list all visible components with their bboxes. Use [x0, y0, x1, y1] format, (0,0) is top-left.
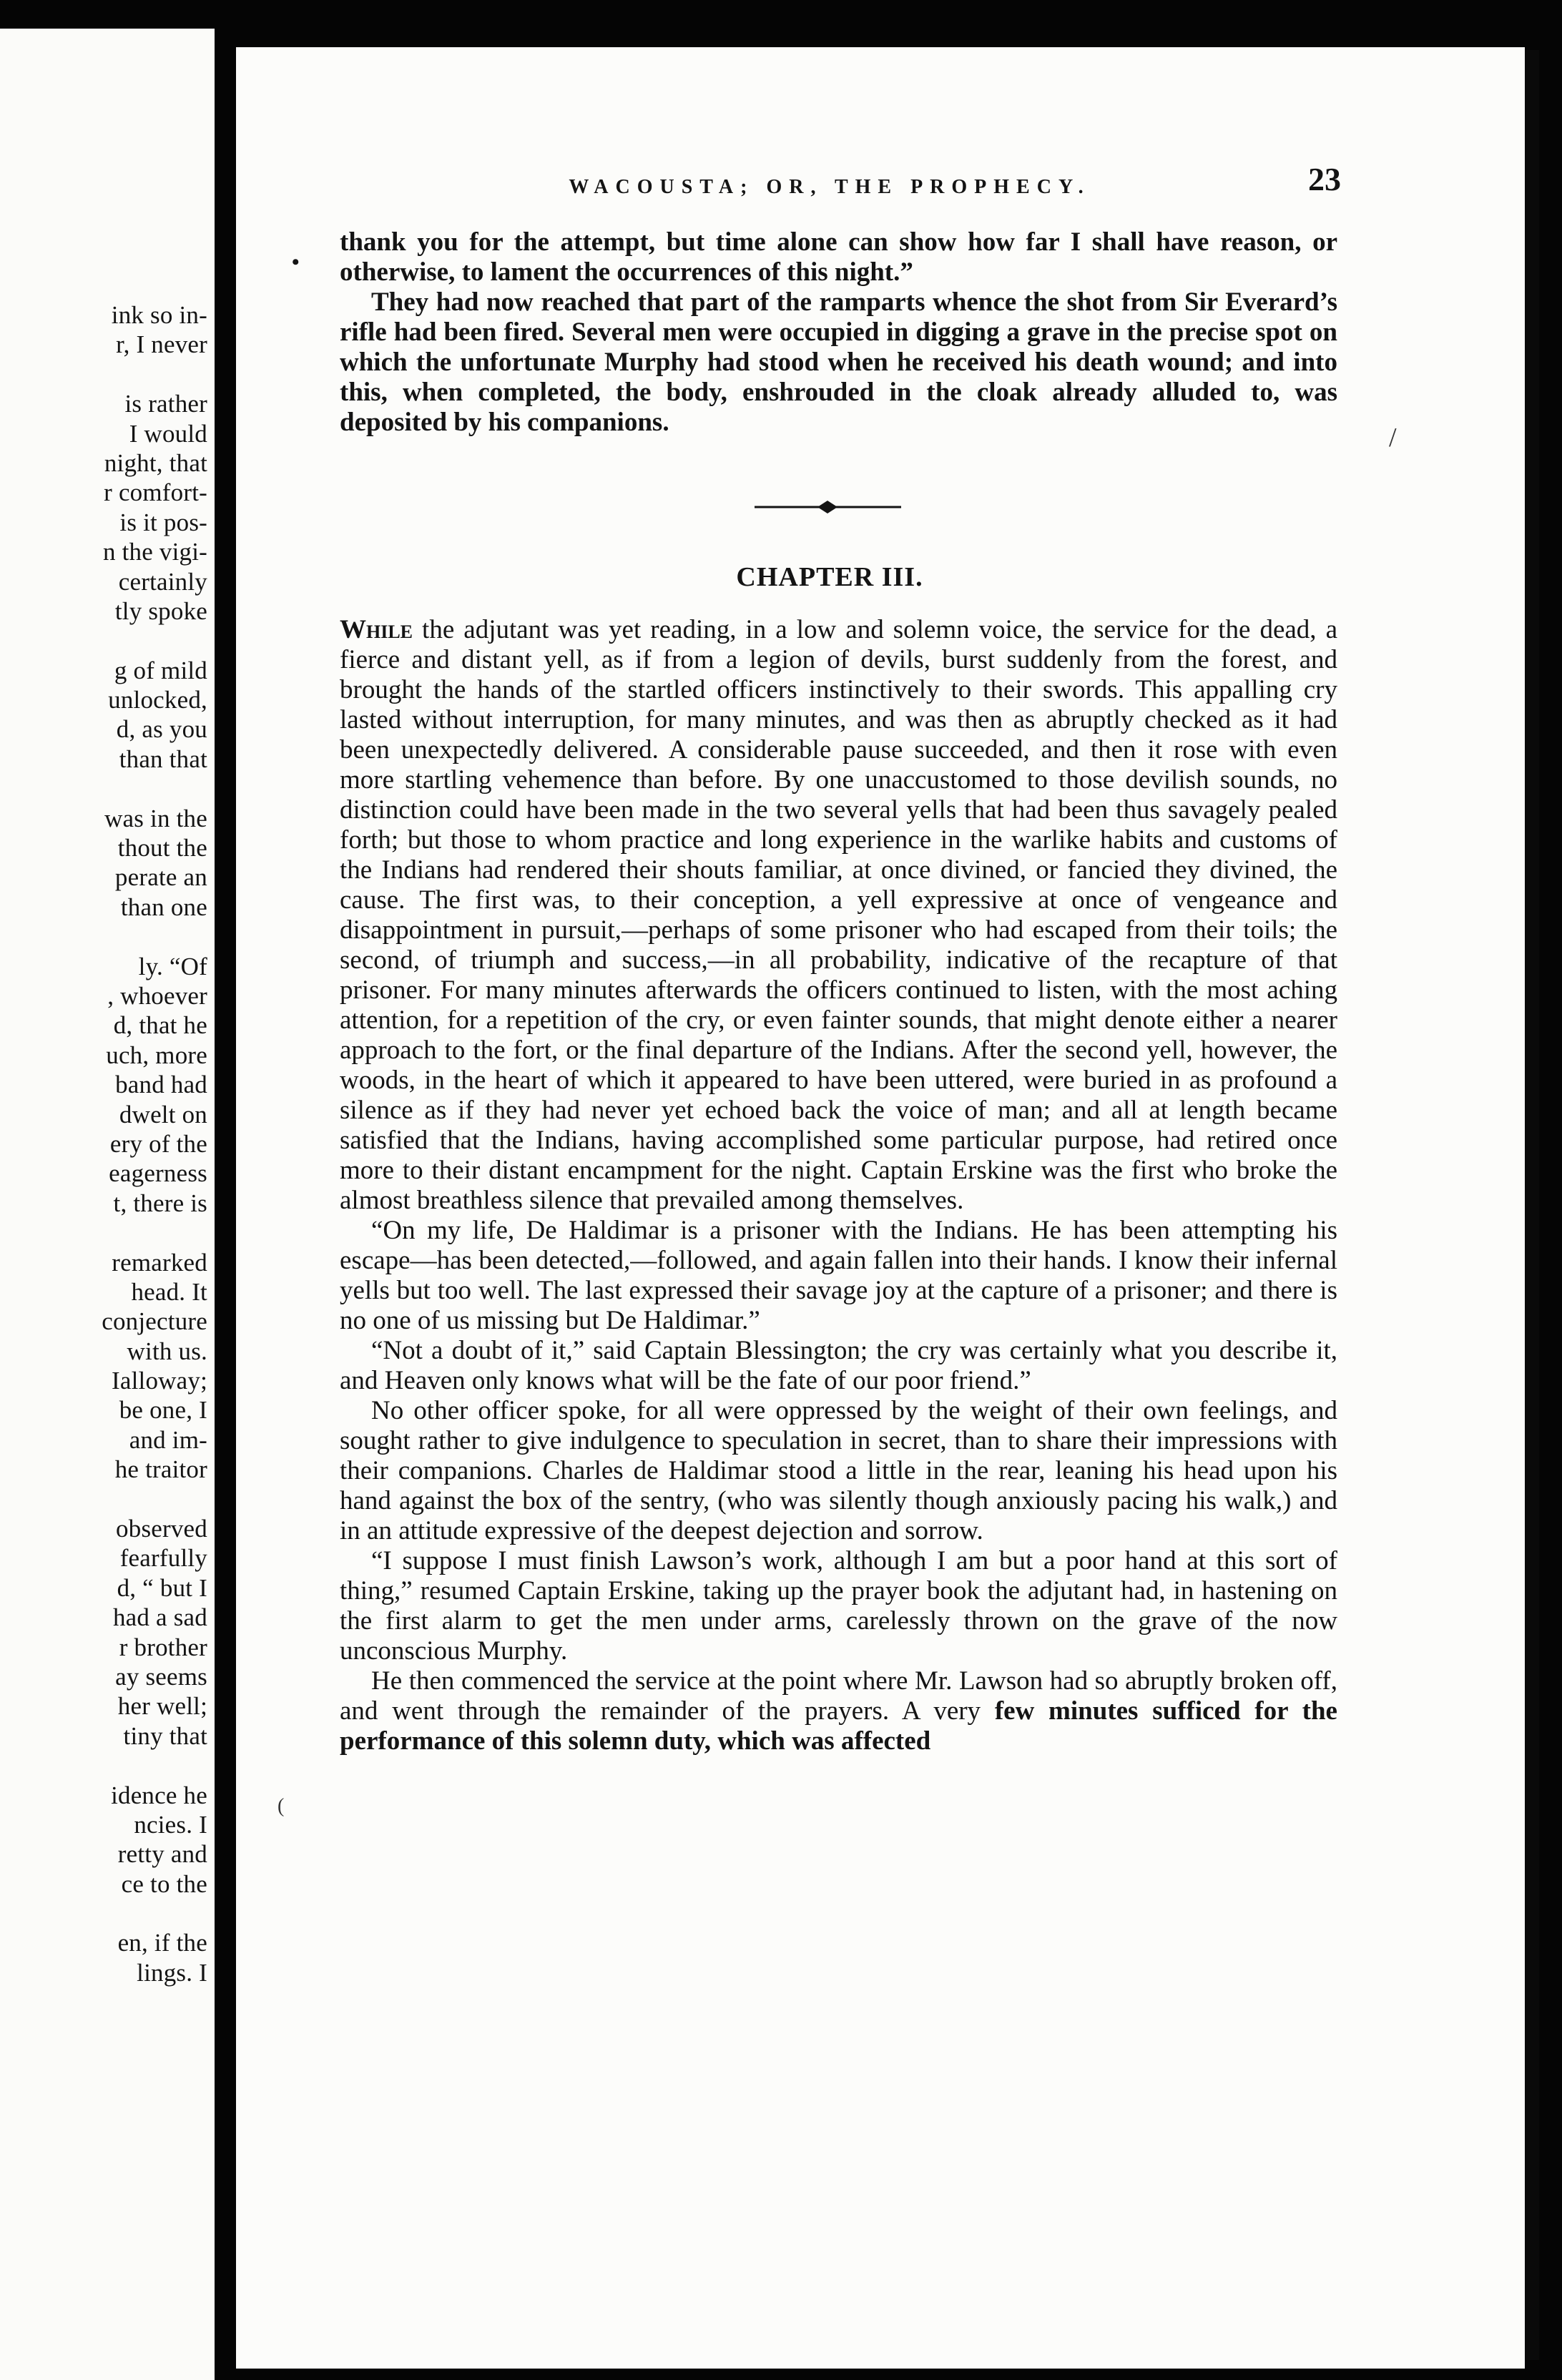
- opening-paragraph-1: thank you for the attempt, but time alone can show how far I shall have reason, or otherwise, to lament the occurrences of this night.”: [340, 227, 1337, 287]
- previous-page-line: than one: [120, 892, 207, 921]
- previous-page-line: g of mild: [114, 656, 207, 684]
- previous-page-line: ce to the: [121, 1869, 207, 1898]
- previous-page-line: he traitor: [114, 1455, 207, 1484]
- margin-mark: •: [292, 250, 300, 274]
- previous-page-line: was in the: [104, 804, 207, 832]
- previous-page-line: t, there is: [113, 1189, 207, 1217]
- previous-page-line: dwelt on: [119, 1100, 207, 1128]
- section-divider-ornament: [755, 498, 901, 516]
- previous-page-line: is rather: [124, 390, 207, 418]
- margin-stray-mark: (: [277, 1795, 285, 1817]
- previous-page-line: band had: [115, 1071, 207, 1099]
- drop-word: While: [340, 615, 413, 644]
- page-edge-shadow: [1525, 50, 1539, 2360]
- previous-page-line: and im-: [129, 1425, 207, 1454]
- previous-page-line: than that: [119, 744, 207, 773]
- previous-page-line: en, if the: [117, 1929, 207, 1957]
- previous-page-line: Ialloway;: [112, 1367, 207, 1395]
- previous-page-line: conjecture: [102, 1307, 207, 1336]
- chapter-paragraph-5: “I suppose I must finish Lawson’s work, although I am but a poor hand at this sort of thing,” resumed Captain Erskine, taking up the prayer book the adjutant had, in hastening on the first alarm to get the men under arms, carelessly thrown on the grave of the now unconscious Murphy.: [340, 1546, 1337, 1666]
- previous-page-line: eagerness: [109, 1159, 207, 1188]
- previous-page-line: tly spoke: [114, 596, 207, 625]
- previous-page-line: [0, 1218, 207, 1247]
- previous-page-line: ly. “Of: [138, 952, 207, 980]
- chapter-paragraph-1: [340, 615, 1337, 1216]
- previous-page-line: is it pos-: [119, 508, 207, 536]
- previous-page-line: d, “ but I: [117, 1573, 207, 1602]
- previous-page-line: head. It: [131, 1277, 207, 1306]
- previous-page-line: [0, 626, 207, 655]
- previous-page-line: [0, 922, 207, 951]
- previous-page-line: observed: [116, 1515, 207, 1543]
- margin-stray-mark: /: [1389, 423, 1397, 453]
- chapter-paragraph-2: “On my life, De Haldimar is a prisoner with the Indians. He has been attempting his escape—has been detected,—followed, and again fallen into their hands. I know their infernal yells but too well. The last expressed their savage joy at the capture of a prisoner; and there is no one of us missing but De Haldimar.”: [340, 1216, 1337, 1335]
- previous-page-line: ink so in-: [111, 301, 207, 329]
- previous-page-line: with us.: [127, 1337, 207, 1365]
- previous-page-line: lings. I: [137, 1958, 207, 1987]
- previous-page-line: perate an: [114, 863, 207, 892]
- previous-page-fragment: [0, 29, 215, 2380]
- previous-page-line: be one, I: [119, 1396, 207, 1425]
- previous-page-line: had a sad: [112, 1603, 207, 1632]
- chapter-paragraph-6-text: He then commenced the service at the point where Mr. Lawson had so abruptly broken off, and went through the remainder of the prayers. A very: [340, 1666, 1337, 1726]
- chapter-body: [340, 615, 1337, 1756]
- opening-text: [340, 227, 1337, 438]
- previous-page-line: [0, 1485, 207, 1514]
- previous-page-line: r, I never: [116, 330, 207, 359]
- previous-page-line: thout the: [117, 834, 207, 862]
- previous-page-text: [0, 300, 207, 1987]
- previous-page-line: her well;: [117, 1692, 207, 1721]
- previous-page-line: [0, 1899, 207, 1928]
- previous-page-line: idence he: [111, 1781, 207, 1809]
- chapter-paragraph-3: “Not a doubt of it,” said Captain Blessington; the cry was certainly what you describe it, and Heaven only knows what will be the fate of our poor friend.”: [340, 1336, 1337, 1395]
- previous-page-line: fearfully: [119, 1544, 207, 1573]
- chapter-title: CHAPTER III.: [736, 562, 923, 592]
- previous-page-line: I would: [129, 419, 207, 448]
- chapter-paragraph-6: [340, 1666, 1337, 1756]
- previous-page-line: retty and: [117, 1840, 207, 1869]
- previous-page-line: remarked: [112, 1248, 207, 1277]
- previous-page-line: unlocked,: [108, 686, 207, 714]
- chapter-paragraph-6-last-line: few minutes sufficed for the performance of this solemn duty, which was affected: [340, 1696, 1337, 1756]
- previous-page-line: d, as you: [116, 715, 207, 744]
- previous-page-line: [0, 774, 207, 803]
- previous-page-line: , whoever: [107, 981, 207, 1010]
- previous-page-line: n the vigi-: [102, 538, 207, 566]
- previous-page-line: [0, 1751, 207, 1780]
- previous-page-line: night, that: [104, 448, 207, 477]
- page-number: 23: [1308, 161, 1341, 197]
- previous-page-line: uch, more: [106, 1041, 207, 1069]
- previous-page-line: ncies. I: [134, 1810, 207, 1839]
- previous-page-line: ay seems: [115, 1662, 207, 1691]
- running-head: WACOUSTA; OR, THE PROPHECY.: [569, 176, 1091, 198]
- previous-page-line: r brother: [119, 1633, 207, 1661]
- chapter-paragraph-1-text: the adjutant was yet reading, in a low and solemn voice, the service for the dead, a fierce and distant yell, as if from a legion of devils, burst suddenly from the forest, and brought the hands of the startled officers instinctively to their swords. This appalling cry lasted without interruption, for many minutes, and was then as abruptly checked as it had been unexpectedly delivered. A considerable pause succeeded, and then it rose with even more startling vehemence than before. By one unaccustomed to those devilish sounds, no distinction could have been made in the two several yells that had been thus savagely pealed forth; but those to whom practice and long experience in the warlike habits and customs of the Indians had rendered their shouts familiar, at once divined, or fancied they divined, the cause. The first was, to their conception, a yell expressive at once of vengeance and disappointment in pursuit,—perhaps of some prisoner who had escaped from their toils; the second, of triumph and success,—in all probability, indicative of the recapture of that prisoner. For many minutes afterwards the officers continued to listen, with the most aching attention, for a repetition of the cry, or even fainter sounds, that might denote either a nearer approach to the fort, or the final departure of the Indians. After the second yell, however, the woods, in the heart of which it appeared to have been uttered, were buried in as profound a silence as if they had never yet echoed back the voice of man; and all at length became satisfied that the Indians, having accomplished some particular purpose, had retired once more to their distant encampment for the night. Captain Erskine was the first who broke the almost breathless silence that prevailed among themselves.: [340, 615, 1337, 1215]
- chapter-paragraph-4: No other officer spoke, for all were oppressed by the weight of their own feelings, and sought rather to give indulgence to speculation in secret, than to share their impressions with their companions. Charles de Haldimar stood a little in the rear, leaning his head upon his hand against the box of the sentry, (who was silently though anxiously pacing his walk,) and in an attitude expressive of the deepest dejection and sorrow.: [340, 1396, 1337, 1545]
- previous-page-line: d, that he: [113, 1011, 207, 1040]
- previous-page-line: ery of the: [109, 1129, 207, 1158]
- previous-page-line: r comfort-: [104, 478, 207, 507]
- previous-page-line: [0, 360, 207, 389]
- opening-paragraph-2: They had now reached that part of the ramparts whence the shot from Sir Everard’s rifle had been fired. Several men were occupied in digging a grave in the precise spot on which the unfortunate Murphy had stood when he received his death wound; and into this, when completed, the body, enshrouded in the cloak already alluded to, was deposited by his companions.: [340, 287, 1337, 437]
- previous-page-line: tiny that: [123, 1721, 207, 1750]
- previous-page-line: certainly: [118, 567, 207, 596]
